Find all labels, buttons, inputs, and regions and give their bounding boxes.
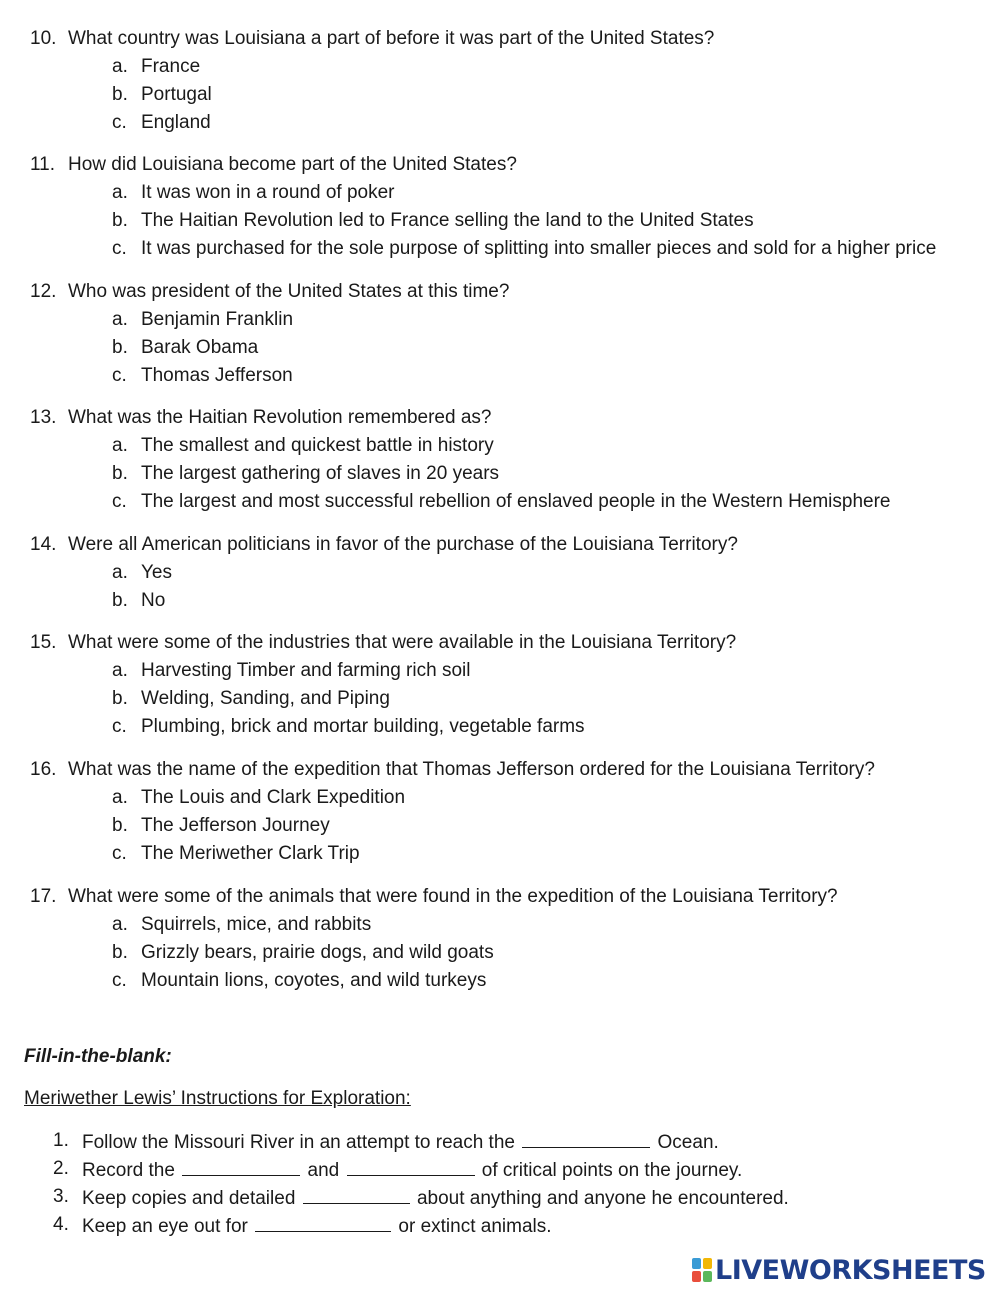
question-number: 13. — [30, 407, 57, 428]
question-number: 11. — [30, 154, 56, 175]
fill-item-text — [82, 1130, 719, 1154]
fill-text-segment: Follow the Missouri River in an attempt to reach the — [82, 1132, 515, 1153]
fill-item-number: 3. — [53, 1186, 69, 1207]
fill-item-text — [82, 1186, 789, 1210]
question-text: Who was president of the United States at this time? — [68, 281, 510, 302]
question-number: 10. — [30, 28, 57, 49]
liveworksheets-logo-icon — [692, 1258, 712, 1282]
option-letter: b. — [112, 688, 128, 709]
option-text: The largest and most successful rebellion of enslaved people in the Western Hemisphere — [141, 491, 891, 512]
option-text: It was purchased for the sole purpose of splitting into smaller pieces and sold for a higher price — [141, 238, 937, 259]
liveworksheets-logo[interactable] — [692, 1254, 986, 1286]
fill-text-segment: Keep an eye out for — [82, 1216, 248, 1237]
option-letter: b. — [112, 84, 128, 105]
fill-text-segment: about anything and anyone he encountered. — [416, 1188, 789, 1209]
question-text: What were some of the animals that were found in the expedition of the Louisiana Territory? — [68, 886, 838, 907]
option-text: Harvesting Timber and farming rich soil — [141, 660, 471, 681]
answer-blank[interactable] — [303, 1186, 410, 1204]
option-text: Welding, Sanding, and Piping — [141, 688, 390, 709]
option-letter: b. — [112, 337, 128, 358]
logo-text: LIVEWORKSHEETS — [715, 1254, 986, 1286]
fill-item-number: 1. — [53, 1130, 69, 1151]
question-number: 14. — [30, 534, 57, 555]
fill-text-segment: or extinct animals. — [398, 1216, 552, 1237]
option-text: Thomas Jefferson — [141, 365, 293, 386]
question-text: What country was Louisiana a part of before it was part of the United States? — [68, 28, 715, 49]
answer-blank[interactable] — [182, 1158, 300, 1176]
option-text: It was won in a round of poker — [141, 182, 395, 203]
option-letter: c. — [112, 716, 127, 737]
option-letter: c. — [112, 238, 127, 259]
fill-item-number: 2. — [53, 1158, 69, 1179]
option-text: The Jefferson Journey — [141, 815, 330, 836]
option-text: The smallest and quickest battle in history — [141, 435, 494, 456]
option-text: Yes — [141, 562, 172, 583]
option-letter: a. — [112, 787, 128, 808]
option-letter: a. — [112, 562, 128, 583]
option-letter: b. — [112, 463, 128, 484]
question-number: 17. — [30, 886, 57, 907]
question-number: 12. — [30, 281, 57, 302]
fill-in-heading: Fill-in-the-blank: — [24, 1046, 172, 1067]
option-letter: a. — [112, 914, 128, 935]
option-text: England — [141, 112, 211, 133]
option-letter: c. — [112, 112, 127, 133]
option-text: France — [141, 56, 201, 77]
option-text: The Haitian Revolution led to France selling the land to the United States — [141, 210, 754, 231]
option-text: The Meriwether Clark Trip — [141, 843, 360, 864]
option-letter: b. — [112, 590, 128, 611]
question-number: 15. — [30, 632, 57, 653]
option-text: The largest gathering of slaves in 20 years — [141, 463, 500, 484]
fill-text-segment: Ocean. — [657, 1132, 719, 1153]
answer-blank[interactable] — [347, 1158, 475, 1176]
option-letter: a. — [112, 56, 128, 77]
option-letter: c. — [112, 491, 127, 512]
fill-item-text — [82, 1214, 552, 1238]
option-text: Benjamin Franklin — [141, 309, 294, 330]
option-letter: b. — [112, 210, 128, 231]
question-text: How did Louisiana become part of the United States? — [68, 154, 517, 175]
option-letter: b. — [112, 942, 128, 963]
fill-item-text — [82, 1158, 742, 1182]
option-letter: a. — [112, 660, 128, 681]
option-text: Grizzly bears, prairie dogs, and wild goats — [141, 942, 494, 963]
option-text: Mountain lions, coyotes, and wild turkeys — [141, 970, 487, 991]
option-letter: c. — [112, 843, 127, 864]
question-text: What was the name of the expedition that Thomas Jefferson ordered for the Louisiana Territory? — [68, 759, 875, 780]
fill-text-segment: Record the — [82, 1160, 175, 1181]
fill-in-subheading: Meriwether Lewis’ Instructions for Exploration: — [24, 1088, 411, 1109]
option-letter: a. — [112, 435, 128, 456]
question-text: Were all American politicians in favor of the purchase of the Louisiana Territory? — [68, 534, 738, 555]
answer-blank[interactable] — [522, 1130, 650, 1148]
fill-text-segment: Keep copies and detailed — [82, 1188, 296, 1209]
question-number: 16. — [30, 759, 57, 780]
option-letter: c. — [112, 970, 127, 991]
option-letter: c. — [112, 365, 127, 386]
question-text: What was the Haitian Revolution remembered as? — [68, 407, 492, 428]
fill-text-segment: of critical points on the journey. — [481, 1160, 743, 1181]
option-text: Squirrels, mice, and rabbits — [141, 914, 372, 935]
option-letter: b. — [112, 815, 128, 836]
option-letter: a. — [112, 309, 128, 330]
fill-item-number: 4. — [53, 1214, 69, 1235]
option-text: The Louis and Clark Expedition — [141, 787, 406, 808]
answer-blank[interactable] — [255, 1214, 391, 1232]
fill-text-segment: and — [307, 1160, 340, 1181]
option-text: Portugal — [141, 84, 212, 105]
option-text: No — [141, 590, 166, 611]
option-text: Barak Obama — [141, 337, 259, 358]
question-text: What were some of the industries that were available in the Louisiana Territory? — [68, 632, 737, 653]
option-letter: a. — [112, 182, 128, 203]
option-text: Plumbing, brick and mortar building, vegetable farms — [141, 716, 585, 737]
